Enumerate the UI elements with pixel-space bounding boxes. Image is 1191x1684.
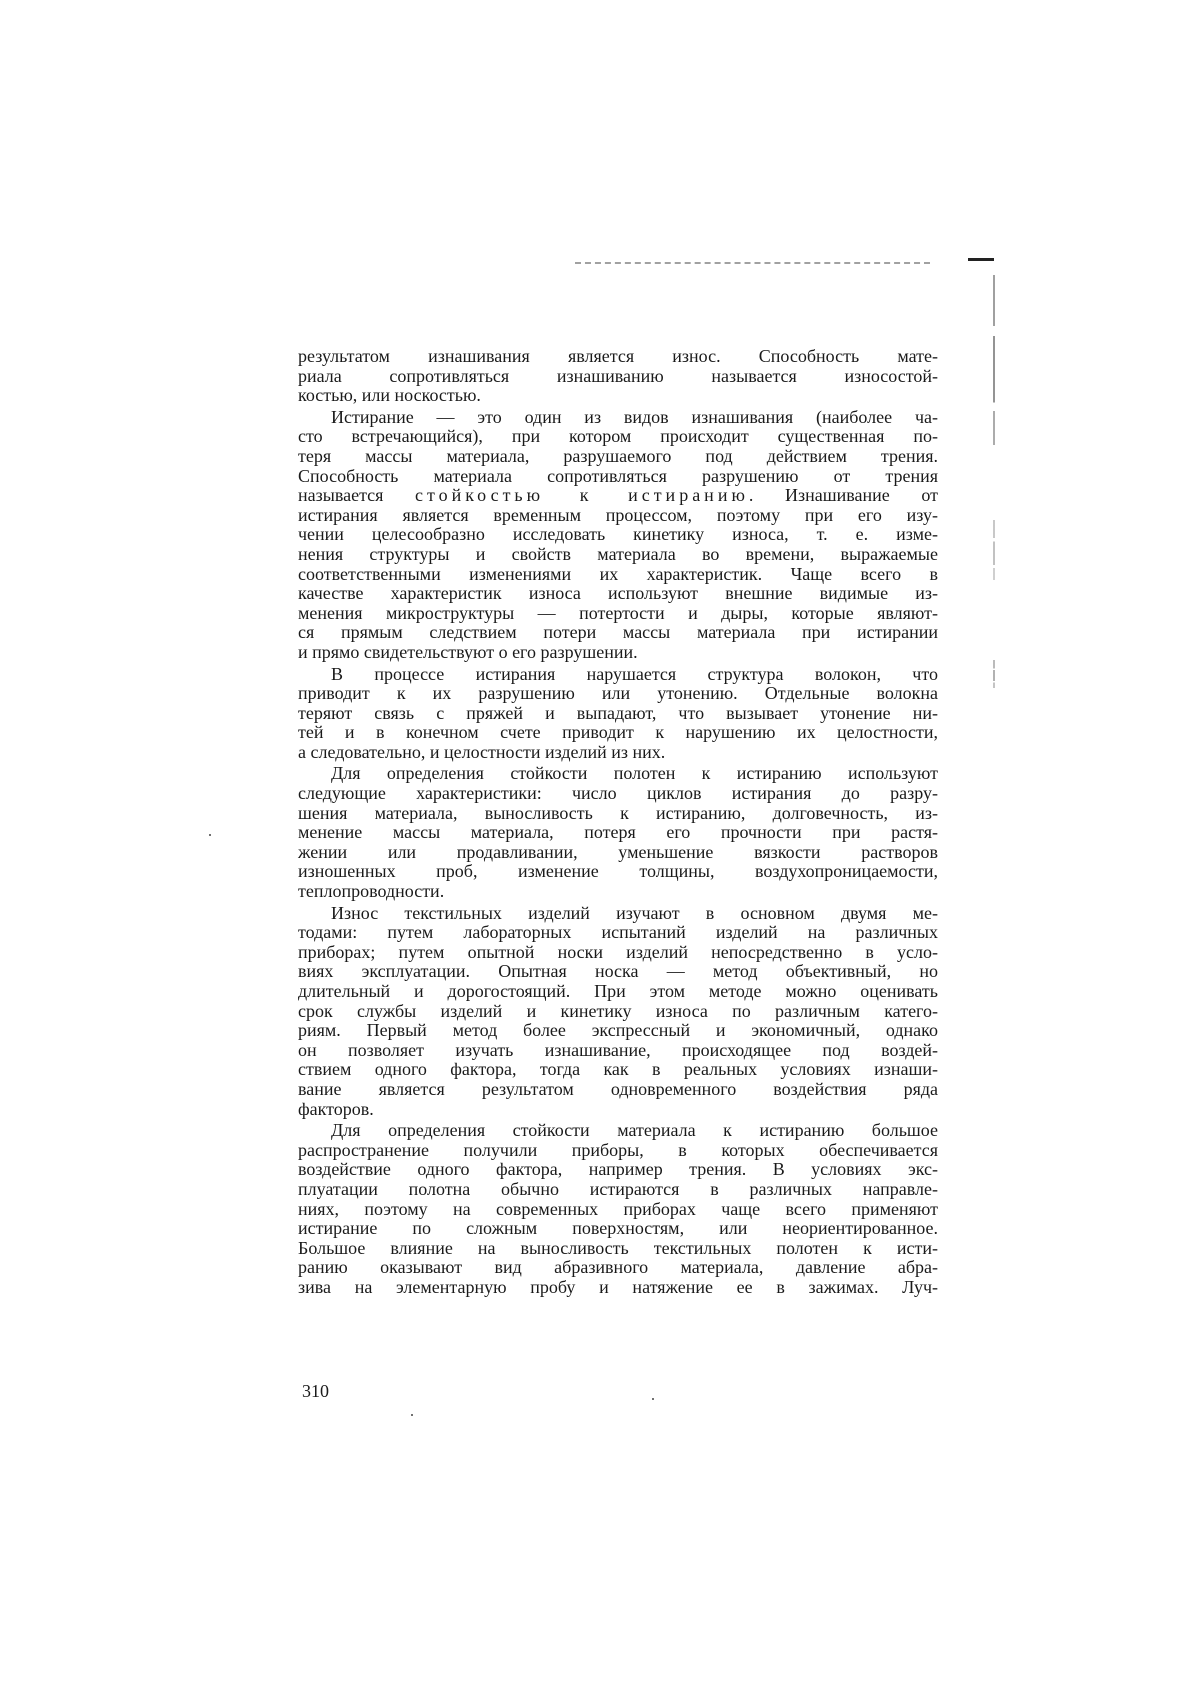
text-line: ниях, поэтому на современных приборах чаще всего применяют [298,1198,938,1219]
text-line: виях эксплуатации. Опытная носка — метод объективный, но [298,961,938,982]
text-line: Для определения стойкости полотен к истиранию используют [331,763,938,784]
text-line-spaced-term: называется стойкостью к истиранию. Изнашивание от [298,485,939,506]
text-line: чении целесообразно исследовать кинетику износа, т. е. изме- [298,524,938,545]
text-line: зива на элементарную пробу и натяжение ее в зажимах. Луч- [298,1276,938,1297]
text-line: приводит к их разрушению или утонению. Отдельные волокна [298,683,938,704]
text-line: воздействие одного фактора, например трения. В условиях экс- [298,1159,938,1180]
paragraph [298,1121,938,1297]
text-line: плуатации полотна обычно истираются в различных направле- [298,1178,938,1199]
text-line: ствием одного фактора, тогда как в реальных условиях изнаши- [298,1059,938,1080]
text-line: риала сопротивляться изнашиванию называется износостой- [298,365,938,386]
text-line: приборах; путем опытной носки изделий непосредственно в усло- [298,941,938,962]
emphasized-term: стойкостью к истиранию [415,485,749,506]
text-line: теплопроводности. [298,881,445,902]
text-line: менение массы материала, потеря его прочности при растя- [298,822,938,843]
text-line: Способность материала сопротивляться разрушению от трения [298,465,938,486]
paragraph [298,408,938,663]
scan-speck [209,834,211,836]
text-line: вание является результатом одновременного воздействия ряда [298,1078,938,1099]
text-line: соответственными изменениями их характеристик. Чаще всего в [298,563,938,584]
text-line: а следовательно, и целостности изделий из них. [298,741,666,762]
scan-speck [411,1414,413,1416]
scan-artifact-mark [968,258,994,261]
text-line: сто встречающийся), при котором происходит существенная по- [298,426,938,447]
text-line: шения материала, выносливость к истиранию, долговечность, из- [298,802,938,823]
text-line: Для определения стойкости материала к истиранию большое [331,1120,938,1141]
text-line: костью, или носкостью. [298,385,481,406]
paragraph [298,665,938,763]
text-line: менения микроструктуры — потертости и дыры, которые являют- [298,602,938,623]
page-number: 310 [302,1381,329,1401]
text-line: ся прямым следствием потери массы материала при истирании [298,622,938,643]
scan-artifact-rule [575,262,930,265]
text-line: риям. Первый метод более экспрессный и экономичный, однако [298,1020,938,1041]
text-line: факторов. [298,1098,374,1119]
text-line: качестве характеристик износа используют внешние видимые из- [298,583,938,604]
text-line: жении или продавливании, уменьшение вязкости растворов [298,841,938,862]
text-line: тей и в конечном счете приводит к нарушению их целостности, [298,722,938,743]
text-line: распространение получили приборы, в которых обеспечивается [298,1139,938,1160]
text-line: Истирание — это один из видов изнашивания (наиболее ча- [331,406,938,427]
paragraph [298,347,938,406]
text-line: он позволяет изучать изнашивание, происходящее под воздей- [298,1039,938,1060]
text-line: истирание по сложным поверхностям, или неориентированное. [298,1218,938,1239]
text-line: нения структуры и свойств материала во времени, выражаемые [298,543,938,564]
text-line: результатом изнашивания является износ. Способность мате- [298,346,938,366]
text-line: изношенных проб, изменение толщины, воздухопроницаемости, [298,861,938,882]
text-line: и прямо свидетельствуют о его разрушении. [298,641,638,662]
paragraph [298,904,938,1120]
scan-artifact-edge [993,660,995,688]
text-line: срок службы изделий и кинетику износа по различным катего- [298,1000,938,1021]
text-line: истирания является временным процессом, поэтому при его изу- [298,504,938,525]
text-line: теря массы материала, разрушаемого под действием трения. [298,445,938,466]
text-line: В процессе истирания нарушается структура волокон, что [331,663,938,684]
page-text-body [298,347,938,1298]
scan-artifact-edge [993,275,995,445]
scan-speck [652,1398,654,1400]
text-line: ранию оказывают вид абразивного материала, давление абра- [298,1257,938,1278]
text-line: теряют связь с пряжей и выпадают, что вызывает утонение ни- [298,702,938,723]
text-line: Большое влияние на выносливость текстильных полотен к исти- [298,1237,938,1258]
text-line: Износ текстильных изделий изучают в основном двумя ме- [331,902,938,923]
paragraph [298,764,938,901]
text-line: тодами: путем лабораторных испытаний изделий на различных [298,922,938,943]
scan-artifact-edge [993,520,995,580]
text-line: длительный и дорогостоящий. При этом методе можно оценивать [298,981,938,1001]
text-line: следующие характеристики: число циклов истирания до разру- [298,783,938,804]
